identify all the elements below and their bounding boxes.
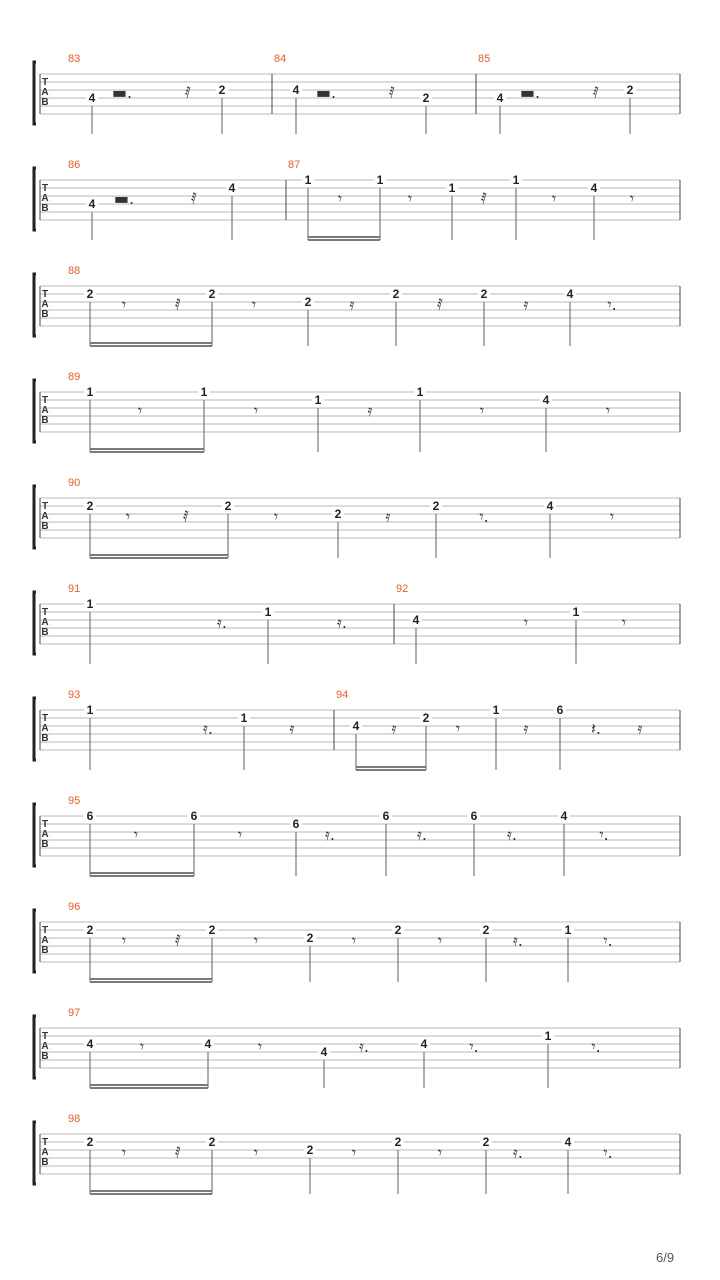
- rest-symbol: 𝄿: [385, 507, 391, 526]
- rest-symbol: ▬.: [315, 83, 337, 102]
- rest-symbol: 𝄾: [121, 1143, 127, 1162]
- measure-number: 92: [396, 583, 409, 595]
- fret-number: 1: [376, 173, 384, 187]
- rest-symbol: 𝄾: [137, 401, 143, 420]
- tab-clef-letter: A: [41, 1147, 49, 1158]
- rest-symbol: 𝄾: [479, 401, 485, 420]
- tab-clef-letter: A: [41, 299, 49, 310]
- fret-number: 2: [480, 287, 488, 301]
- rest-symbol: 𝄾.: [603, 931, 613, 950]
- rest-symbol: 𝄿: [637, 719, 643, 738]
- fret-number: 1: [200, 385, 208, 399]
- tab-clef-letter: T: [41, 289, 49, 300]
- fret-number: 1: [544, 1029, 552, 1043]
- tab-clef-letter: T: [41, 1031, 49, 1042]
- rest-symbol: 𝅀: [437, 295, 443, 314]
- fret-number: 1: [86, 597, 94, 611]
- fret-number: 2: [626, 83, 634, 97]
- system-bracket: [34, 380, 36, 442]
- fret-number: 2: [432, 499, 440, 513]
- fret-number: 1: [240, 711, 248, 725]
- rest-symbol: 𝄿.: [513, 931, 523, 950]
- fret-number: 4: [88, 91, 96, 105]
- tab-clef-letter: T: [41, 395, 49, 406]
- rest-symbol: 𝅀: [175, 295, 181, 314]
- fret-number: 2: [482, 923, 490, 937]
- tab-clef-letter: B: [41, 521, 49, 532]
- rest-symbol: ▬.: [113, 189, 135, 208]
- fret-number: 2: [394, 1135, 402, 1149]
- measure-number: 95: [68, 795, 81, 807]
- tab-clef-letter: T: [41, 819, 49, 830]
- rest-symbol: 𝅀: [191, 189, 197, 208]
- tab-clef-letter: T: [41, 501, 49, 512]
- fret-number: 2: [482, 1135, 490, 1149]
- fret-number: 4: [88, 197, 96, 211]
- measure-number: 88: [68, 265, 81, 277]
- fret-number: 1: [314, 393, 322, 407]
- fret-number: 4: [496, 91, 504, 105]
- fret-number: 2: [306, 1143, 314, 1157]
- rest-symbol: 𝄾: [253, 1143, 259, 1162]
- rest-symbol: 𝄾: [125, 507, 131, 526]
- tab-clef-letter: A: [41, 511, 49, 522]
- measure-number: 89: [68, 371, 81, 383]
- fret-number: 4: [352, 719, 360, 733]
- rest-symbol: 𝄾: [455, 719, 461, 738]
- fret-number: 1: [572, 605, 580, 619]
- rest-symbol: 𝄾: [237, 825, 243, 844]
- fret-number: 2: [208, 287, 216, 301]
- rest-symbol: 𝄾: [273, 507, 279, 526]
- system-bracket: [34, 62, 36, 124]
- system-bracket: [34, 168, 36, 230]
- fret-number: 1: [416, 385, 424, 399]
- rest-symbol: 𝄿.: [325, 825, 335, 844]
- measure-number: 85: [478, 53, 491, 65]
- fret-number: 2: [224, 499, 232, 513]
- fret-number: 4: [320, 1045, 328, 1059]
- system-bracket: [34, 274, 36, 336]
- fret-number: 2: [392, 287, 400, 301]
- rest-symbol: 𝄾: [251, 295, 257, 314]
- rest-symbol: 𝄾: [551, 189, 557, 208]
- rest-symbol: 𝄾.: [591, 1037, 601, 1056]
- measure-number: 86: [68, 159, 81, 171]
- rest-symbol: 𝄾: [121, 931, 127, 950]
- fret-number: 4: [542, 393, 550, 407]
- rest-symbol: 𝄾: [133, 825, 139, 844]
- fret-number: 2: [208, 923, 216, 937]
- fret-number: 2: [422, 711, 430, 725]
- rest-symbol: 𝄾: [257, 1037, 263, 1056]
- tab-clef-letter: B: [41, 415, 49, 426]
- fret-number: 4: [228, 181, 236, 195]
- rest-symbol: 𝄾: [121, 295, 127, 314]
- rest-symbol: 𝄿: [391, 719, 397, 738]
- fret-number: 6: [292, 817, 300, 831]
- fret-number: 1: [304, 173, 312, 187]
- fret-number: 2: [86, 923, 94, 937]
- system-bracket: [34, 1122, 36, 1184]
- tab-clef-letter: A: [41, 935, 49, 946]
- rest-symbol: 𝅀: [389, 83, 395, 102]
- fret-number: 2: [218, 83, 226, 97]
- rest-symbol: 𝄿.: [417, 825, 427, 844]
- rest-symbol: 𝄽.: [591, 719, 601, 738]
- tab-clef-letter: T: [41, 713, 49, 724]
- rest-symbol: 𝄿.: [507, 825, 517, 844]
- fret-number: 2: [304, 295, 312, 309]
- tab-clef-letter: B: [41, 203, 49, 214]
- rest-symbol: 𝄾: [253, 401, 259, 420]
- fret-number: 1: [448, 181, 456, 195]
- fret-number: 4: [412, 613, 420, 627]
- rest-symbol: 𝄾: [609, 507, 615, 526]
- tab-clef-letter: B: [41, 309, 49, 320]
- rest-symbol: 𝄾: [621, 613, 627, 632]
- rest-symbol: 𝅀: [183, 507, 189, 526]
- fret-number: 1: [492, 703, 500, 717]
- tab-clef-letter: B: [41, 1051, 49, 1062]
- fret-number: 4: [590, 181, 598, 195]
- rest-symbol: 𝄾.: [603, 1143, 613, 1162]
- rest-symbol: 𝄿.: [203, 719, 213, 738]
- rest-symbol: 𝄾: [437, 931, 443, 950]
- rest-symbol: 𝄾: [253, 931, 259, 950]
- measure-number: 87: [288, 159, 301, 171]
- system-bracket: [34, 486, 36, 548]
- fret-number: 1: [264, 605, 272, 619]
- fret-number: 2: [86, 1135, 94, 1149]
- measure-number: 84: [274, 53, 287, 65]
- measure-number: 98: [68, 1113, 81, 1125]
- fret-number: 2: [306, 931, 314, 945]
- tab-clef-letter: A: [41, 723, 49, 734]
- rest-symbol: 𝅀: [175, 931, 181, 950]
- rest-symbol: 𝄾: [139, 1037, 145, 1056]
- fret-number: 4: [564, 1135, 572, 1149]
- rest-symbol: 𝄾: [605, 401, 611, 420]
- system-bracket: [34, 1016, 36, 1078]
- rest-symbol: 𝄾: [337, 189, 343, 208]
- measure-number: 91: [68, 583, 81, 595]
- fret-number: 2: [86, 499, 94, 513]
- tab-clef-letter: B: [41, 733, 49, 744]
- tab-clef-letter: A: [41, 87, 49, 98]
- rest-symbol: 𝄾.: [599, 825, 609, 844]
- measure-number: 97: [68, 1007, 81, 1019]
- fret-number: 1: [512, 173, 520, 187]
- tab-clef-letter: T: [41, 77, 49, 88]
- rest-symbol: 𝄿: [289, 719, 295, 738]
- rest-symbol: 𝄿: [349, 295, 355, 314]
- rest-symbol: 𝄾: [407, 189, 413, 208]
- rest-symbol: 𝄿: [367, 401, 373, 420]
- rest-symbol: 𝅀: [593, 83, 599, 102]
- rest-symbol: 𝄿.: [337, 613, 347, 632]
- tab-clef-letter: B: [41, 945, 49, 956]
- tab-clef-letter: T: [41, 183, 49, 194]
- tab-clef-letter: A: [41, 405, 49, 416]
- rest-symbol: 𝄾.: [479, 507, 489, 526]
- rest-symbol: 𝄾: [523, 613, 529, 632]
- tab-clef-letter: B: [41, 627, 49, 638]
- rest-symbol: 𝅀: [481, 189, 487, 208]
- rest-symbol: 𝄿.: [359, 1037, 369, 1056]
- rest-symbol: 𝄿: [523, 719, 529, 738]
- rest-symbol: 𝄾.: [469, 1037, 479, 1056]
- fret-number: 2: [394, 923, 402, 937]
- fret-number: 6: [190, 809, 198, 823]
- fret-number: 2: [334, 507, 342, 521]
- tab-clef-letter: T: [41, 925, 49, 936]
- rest-symbol: ▬.: [111, 83, 133, 102]
- rest-symbol: 𝄾: [351, 931, 357, 950]
- tab-clef-letter: A: [41, 829, 49, 840]
- tab-clef-letter: T: [41, 1137, 49, 1148]
- measure-number: 83: [68, 53, 81, 65]
- measure-number: 90: [68, 477, 81, 489]
- page-number: 6/9: [656, 1250, 675, 1265]
- fret-number: 2: [422, 91, 430, 105]
- tab-clef-letter: A: [41, 1041, 49, 1052]
- fret-number: 6: [556, 703, 564, 717]
- tab-clef-letter: T: [41, 607, 49, 618]
- rest-symbol: 𝄿.: [217, 613, 227, 632]
- tab-clef-letter: A: [41, 193, 49, 204]
- fret-number: 4: [292, 83, 300, 97]
- measure-number: 96: [68, 901, 81, 913]
- rest-symbol: 𝄾: [437, 1143, 443, 1162]
- measure-number: 94: [336, 689, 349, 701]
- tab-clef-letter: B: [41, 839, 49, 850]
- fret-number: 6: [470, 809, 478, 823]
- fret-number: 1: [86, 703, 94, 717]
- fret-number: 4: [86, 1037, 94, 1051]
- tab-clef-letter: B: [41, 97, 49, 108]
- tab-clef-letter: B: [41, 1157, 49, 1168]
- rest-symbol: 𝅀: [185, 83, 191, 102]
- fret-number: 1: [564, 923, 572, 937]
- fret-number: 4: [546, 499, 554, 513]
- fret-number: 2: [208, 1135, 216, 1149]
- rest-symbol: 𝄿.: [513, 1143, 523, 1162]
- system-bracket: [34, 804, 36, 866]
- system-bracket: [34, 910, 36, 972]
- measure-number: 93: [68, 689, 81, 701]
- system-bracket: [34, 698, 36, 760]
- rest-symbol: 𝄾.: [607, 295, 617, 314]
- fret-number: 4: [420, 1037, 428, 1051]
- fret-number: 6: [86, 809, 94, 823]
- tab-clef-letter: A: [41, 617, 49, 628]
- fret-number: 4: [560, 809, 568, 823]
- rest-symbol: 𝄿: [523, 295, 529, 314]
- rest-symbol: 𝄾: [351, 1143, 357, 1162]
- fret-number: 2: [86, 287, 94, 301]
- rest-symbol: ▬.: [519, 83, 541, 102]
- fret-number: 4: [204, 1037, 212, 1051]
- fret-number: 4: [566, 287, 574, 301]
- rest-symbol: 𝅀: [175, 1143, 181, 1162]
- system-bracket: [34, 592, 36, 654]
- fret-number: 6: [382, 809, 390, 823]
- rest-symbol: 𝄾: [629, 189, 635, 208]
- fret-number: 1: [86, 385, 94, 399]
